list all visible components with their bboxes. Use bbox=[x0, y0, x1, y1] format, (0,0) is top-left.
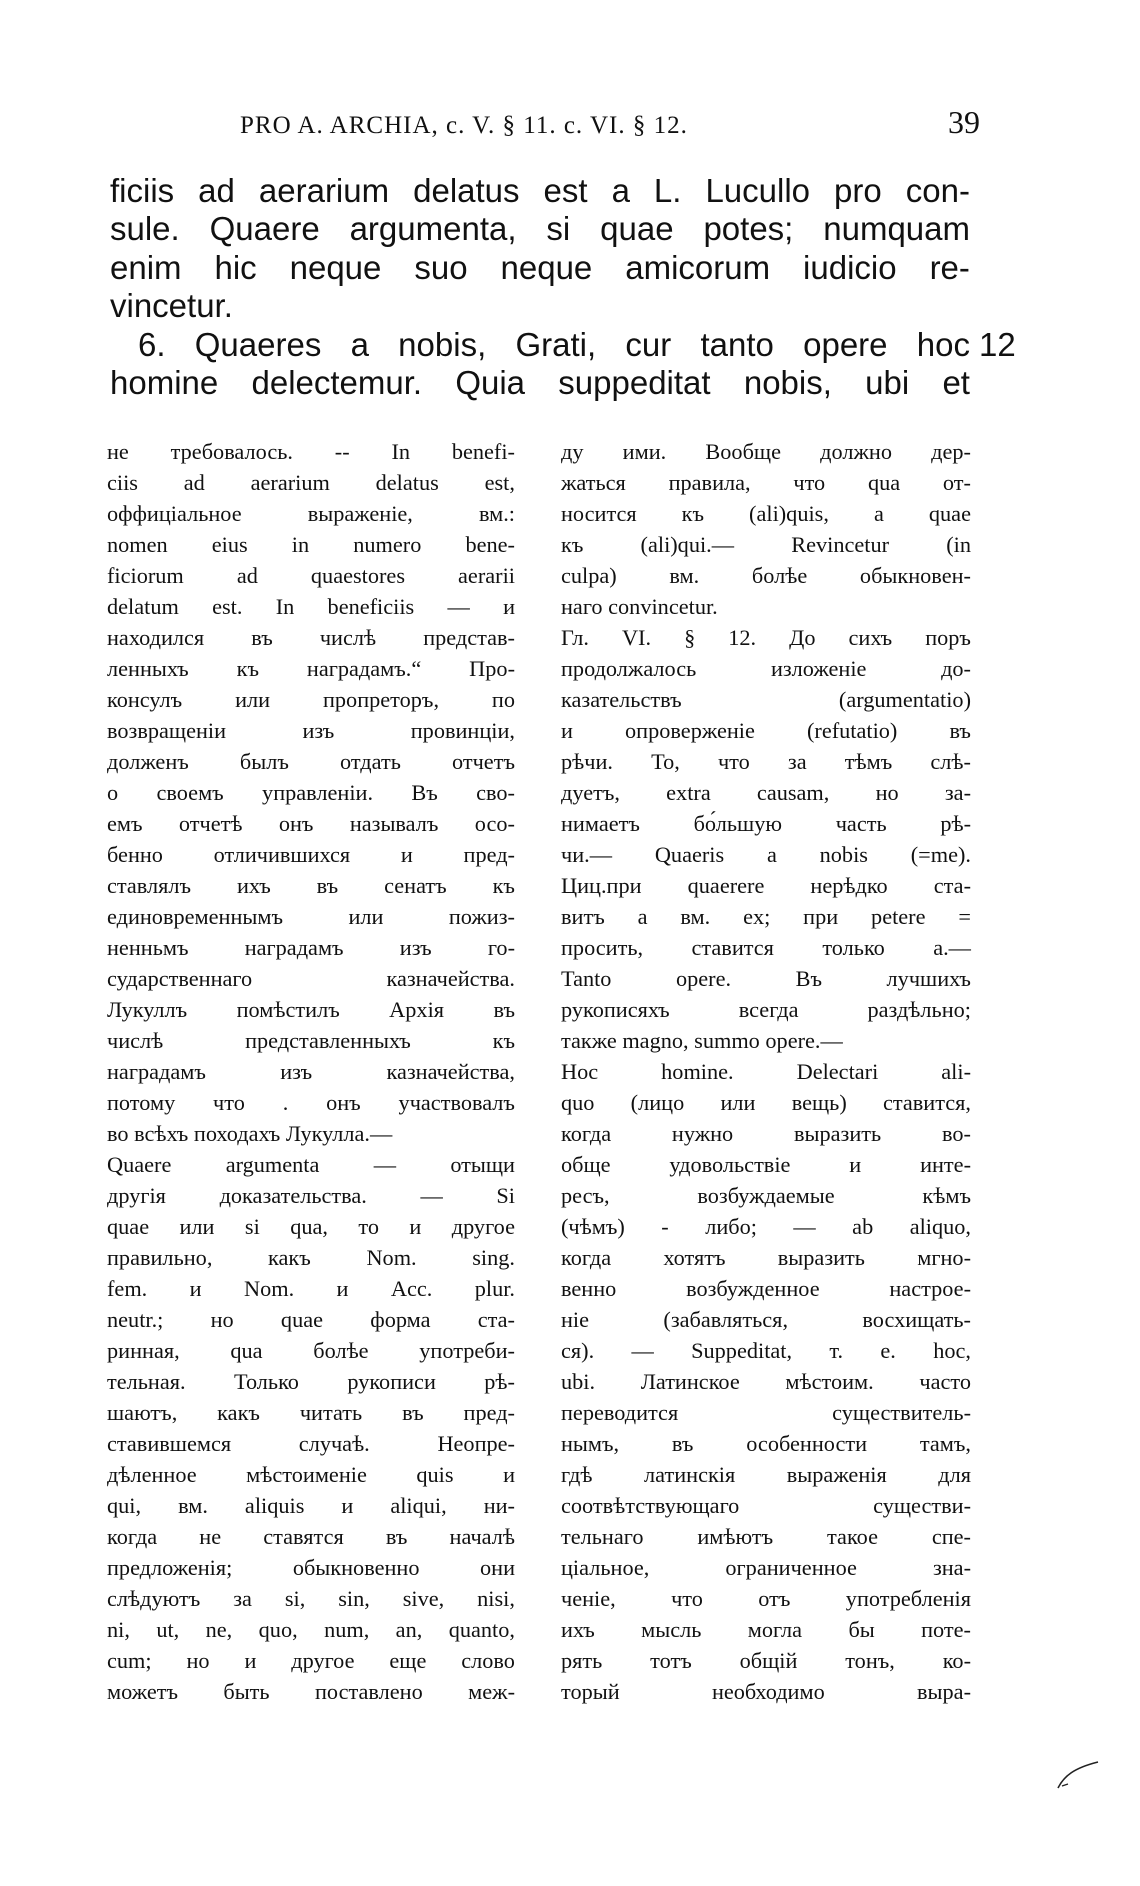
text-line: cum; но и другое еще слово bbox=[107, 1648, 515, 1673]
text-line: просить, ставится только a.— bbox=[561, 935, 971, 960]
text-line: торый необходимо выра- bbox=[561, 1679, 971, 1704]
text-line: ставлялъ ихъ въ сенатъ къ bbox=[107, 873, 515, 898]
text-line: не требовалось. -- In benefi- bbox=[107, 439, 515, 464]
text-line: другія доказательства. — Si bbox=[107, 1183, 515, 1208]
text-line: дѣленное мѣстоименіе quis и bbox=[107, 1462, 515, 1487]
text-line: когда не ставятся въ началѣ bbox=[107, 1524, 515, 1549]
text-line: Лукуллъ помѣстилъ Архія въ bbox=[107, 997, 515, 1022]
text-line: наградамъ изъ казначейства, bbox=[107, 1059, 515, 1084]
text-line: чи.— Quaeris a nobis (=me). bbox=[561, 842, 971, 867]
text-line: нымъ, въ особенности тамъ, bbox=[561, 1431, 971, 1456]
text-line: ciis ad aerarium delatus est, bbox=[107, 470, 515, 495]
text-line: ся). — Suppeditat, т. е. hoc, bbox=[561, 1338, 971, 1363]
text-line: носится къ (ali)quis, а quae bbox=[561, 501, 971, 526]
text-line: neutr.; но quae форма ста- bbox=[107, 1307, 515, 1332]
text-line: homine delectemur. Quia suppeditat nobis, ubi et bbox=[110, 363, 970, 401]
text-line: и опроверженіе (refutatio) въ bbox=[561, 718, 971, 743]
text-line: правильно, какъ Nom. sing. bbox=[107, 1245, 515, 1270]
text-line: (чѣмъ) - либо; — ab aliquo, bbox=[561, 1214, 971, 1239]
text-line: тельнаго имѣютъ такое спе- bbox=[561, 1524, 971, 1549]
text-line: также magno, summo opere.— bbox=[561, 1028, 843, 1053]
text-line: ніе (забавляться, восхищать- bbox=[561, 1307, 971, 1332]
text-line: ихъ мысль могла бы поте- bbox=[561, 1617, 971, 1642]
running-title: PRO A. ARCHIA, c. V. § 11. c. VI. § 12. bbox=[240, 112, 688, 139]
text-line: ленныхъ къ наградамъ.“ Про- bbox=[107, 656, 515, 681]
text-line: возвращеніи изъ провинціи, bbox=[107, 718, 515, 743]
text-line: потому что . онъ участвовалъ bbox=[107, 1090, 515, 1115]
text-line: шаютъ, какъ читать въ пред- bbox=[107, 1400, 515, 1425]
text-line: къ (ali)qui.— Revincetur (in bbox=[561, 532, 971, 557]
text-line: Циц.при quaerere нерѣдко ста- bbox=[561, 873, 971, 898]
main-latin-text bbox=[110, 172, 970, 402]
text-line: можетъ быть поставлено меж- bbox=[107, 1679, 515, 1704]
text-line: quo (лицо или вещь) ставится, bbox=[561, 1090, 971, 1115]
commentary-right-column bbox=[561, 436, 971, 1707]
text-line: емъ отчетѣ онъ называлъ осо- bbox=[107, 811, 515, 836]
text-line: рять тотъ общій тонъ, ко- bbox=[561, 1648, 971, 1673]
text-line: венно возбужденное настрое- bbox=[561, 1276, 971, 1301]
text-line: ненньмъ наградамъ изъ го- bbox=[107, 935, 515, 960]
text-line: ченіе, что отъ употребленія bbox=[561, 1586, 971, 1611]
text-line: sule. Quaere argumenta, si quae potes; numquam bbox=[110, 210, 970, 248]
text-line: находился въ числѣ представ- bbox=[107, 625, 515, 650]
text-line: казательствъ (argumentatio) bbox=[561, 687, 971, 712]
text-line: culpa) вм. болѣе обыкновен- bbox=[561, 563, 971, 588]
text-line: когда хотятъ выразить мгно- bbox=[561, 1245, 971, 1270]
text-line: витъ a вм. ex; при petere = bbox=[561, 904, 971, 929]
text-line: ficiorum ad quaestores aerarii bbox=[107, 563, 515, 588]
text-line: delatum est. In beneficiis — и bbox=[107, 594, 515, 619]
text-line: консулъ или пропреторъ, по bbox=[107, 687, 515, 712]
text-line: жаться правила, что qua от- bbox=[561, 470, 971, 495]
text-line: ціальное, ограниченное зна- bbox=[561, 1555, 971, 1580]
text-line: слѣдуютъ за si, sin, sive, nisi, bbox=[107, 1586, 515, 1611]
text-line: наго convincetur. bbox=[561, 594, 718, 619]
text-line: ду ими. Вообще должно дер- bbox=[561, 439, 971, 464]
text-line: Tanto opere. Въ лучшихъ bbox=[561, 966, 971, 991]
text-line: во всѣхъ походахъ Лукулла.— bbox=[107, 1121, 393, 1146]
text-line: qui, вм. aliquis и aliqui, ни- bbox=[107, 1493, 515, 1518]
text-line: Hoc homine. Delectari ali- bbox=[561, 1059, 971, 1084]
ink-mark bbox=[1054, 1752, 1102, 1792]
text-line: vincetur. bbox=[110, 287, 233, 325]
text-line: рукописяхъ всегда раздѣльно; bbox=[561, 997, 971, 1022]
text-line: ni, ut, ne, quo, num, an, quanto, bbox=[107, 1617, 515, 1642]
text-line: рѣчи. То, что за тѣмъ слѣ- bbox=[561, 749, 971, 774]
text-line: единовременнымъ или пожиз- bbox=[107, 904, 515, 929]
text-line: сударственнаго казначейства. bbox=[107, 966, 515, 991]
text-line: ринная, qua болѣе употреби- bbox=[107, 1338, 515, 1363]
text-line: ставившемся случаѣ. Неопре- bbox=[107, 1431, 515, 1456]
text-line: Quaere argumenta — отыщи bbox=[107, 1152, 515, 1177]
text-line: nomen eius in numero bene- bbox=[107, 532, 515, 557]
text-line: ficiis ad aerarium delatus est a L. Lucullo pro con- bbox=[110, 172, 970, 209]
text-line: бенно отличившихся и пред- bbox=[107, 842, 515, 867]
text-line: 6. Quaeres a nobis, Grati, cur tanto opere hoc bbox=[138, 325, 970, 363]
text-line: Гл. VI. § 12. До сихъ поръ bbox=[561, 625, 971, 650]
text-line: fem. и Nom. и Acc. plur. bbox=[107, 1276, 515, 1301]
text-line: предложенія; обыкновенно они bbox=[107, 1555, 515, 1580]
text-line: переводится существитель- bbox=[561, 1400, 971, 1425]
text-line: тельная. Только рукописи рѣ- bbox=[107, 1369, 515, 1394]
text-line: дуетъ, extra causam, но за- bbox=[561, 780, 971, 805]
text-line: ресъ, возбуждаемые кѣмъ bbox=[561, 1183, 971, 1208]
page-number: 39 bbox=[948, 104, 980, 140]
text-line: о своемъ управленіи. Въ сво- bbox=[107, 780, 515, 805]
text-line: оффиціальное выраженіе, вм.: bbox=[107, 501, 515, 526]
margin-section-number: 12 bbox=[979, 326, 1016, 363]
text-line: продолжалось изложеніе до- bbox=[561, 656, 971, 681]
text-line: числѣ представленныхъ къ bbox=[107, 1028, 515, 1053]
text-line: когда нужно выразить во- bbox=[561, 1121, 971, 1146]
text-line: соотвѣтствующаго существи- bbox=[561, 1493, 971, 1518]
text-line: долженъ былъ отдать отчетъ bbox=[107, 749, 515, 774]
commentary-left-column bbox=[107, 436, 515, 1707]
running-header bbox=[240, 104, 980, 144]
text-line: гдѣ латинскія выраженія для bbox=[561, 1462, 971, 1487]
text-line: нимаетъ бо́льшую часть рѣ- bbox=[561, 811, 971, 836]
text-line: enim hic neque suo neque amicorum iudicio re- bbox=[110, 248, 970, 286]
text-line: обще удовольствіе и инте- bbox=[561, 1152, 971, 1177]
text-line: quae или si qua, то и другое bbox=[107, 1214, 515, 1239]
text-line: ubi. Латинское мѣстоим. часто bbox=[561, 1369, 971, 1394]
